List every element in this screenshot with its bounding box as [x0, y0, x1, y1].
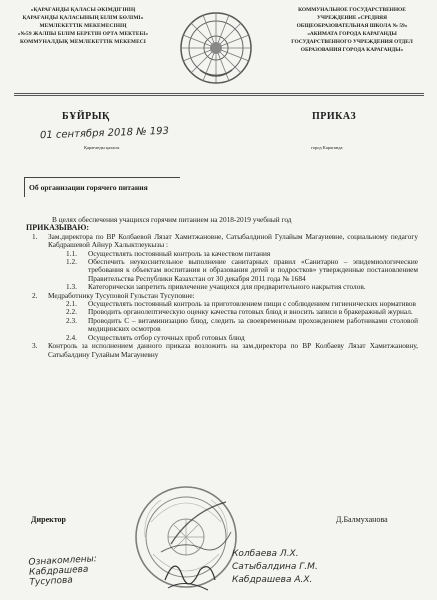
list-item [26, 317, 418, 334]
signature-scribble-icon [160, 550, 220, 595]
header-left-line: МЕМЛЕКЕТТІК МЕКЕМЕСІНІҢ [39, 23, 127, 29]
item-number: 2.3. [66, 315, 77, 325]
header-left-line: «№59 ЖАЛПЫ БІЛІМ БЕРЕТІН ОРТА МЕКТЕБІ» [17, 31, 149, 37]
state-emblem-icon [178, 10, 254, 86]
intro-text: В целях обеспечения учащихся горячим питанием на 2018-2019 учебный год [52, 215, 292, 224]
header-right-line: ОБРАЗОВАНИЯ ГОРОДА КАРАГАНДЫ» [300, 47, 404, 53]
header-right-line: ОБЩЕОБРАЗОВАТЕЛЬНАЯ ШКОЛА № 59» [296, 23, 408, 29]
header-left-line: ҚАРАҒАНДЫ ҚАЛАСЫНЫҢ БІЛІМ БӨЛІМІ» [22, 15, 144, 21]
order-word: ПРИКАЗЫВАЮ: [26, 223, 90, 233]
list-item [26, 233, 418, 250]
signature-line: Колбаева Л.Х. [232, 549, 299, 559]
item-text: Контроль за исполнением данного приказа возложить на зам.директора по ВР Колбаеву Лязат Хамитжановну, Сатыбалдину Гулайым Магауиевну [48, 341, 418, 359]
ack-line: Кабдрашева [28, 564, 89, 578]
handwritten-date: 01 сентября 2018 № 193 [39, 125, 170, 142]
header-left-line: «ҚАРАҒАНДЫ ҚАЛАСЫ ӘКІМДІГІНІҢ [30, 7, 136, 13]
title-kazakh: БҰЙРЫҚ [62, 111, 110, 122]
header-right [272, 6, 432, 54]
item-text: Осуществлять постоянный контроль за качеством питания [88, 248, 271, 258]
item-text: Осуществлять отбор суточных проб готовых блюд [88, 332, 245, 342]
signature-line: Сатыбалдина Г.М. [232, 562, 318, 572]
item-number: 2. [32, 290, 38, 300]
order-subject: Об организации горячего питания [24, 177, 180, 197]
header-left-line: КОММУНАЛДЫҚ МЕМЛЕКЕТТІК МЕКЕМЕСІ [20, 39, 146, 45]
director-label: Директор [31, 515, 66, 524]
item-number: 1.3. [66, 282, 77, 292]
ack-line: Ознакомлены: [28, 554, 98, 568]
item-number: 3. [32, 341, 38, 351]
item-text: Проводить С – витаминизацию блюд, следить за своевременным прохождением работниками столовой медицинских осмотров [88, 315, 418, 334]
header-right-line: КОММУНАЛЬНОЕ ГОСУДАРСТВЕННОЕ [298, 7, 406, 13]
item-number: 2.1. [66, 299, 77, 309]
handwritten-signatures [232, 548, 318, 587]
item-text: Проводить органолептическую оценку качества готовых блюд и вносить записи в бракеражный журнал. [88, 307, 413, 317]
item-number: 2.2. [66, 307, 77, 317]
item-number: 1.2. [66, 257, 77, 267]
title-russian: ПРИКАЗ [312, 111, 357, 122]
header-left [8, 6, 158, 46]
item-number: 1.1. [66, 248, 77, 258]
header-right-line: УЧРЕЖДЕНИЕ «СРЕДНЯЯ [317, 15, 387, 21]
item-text: Медработнику Тусуповой Гульстан Тусуповне: [48, 290, 195, 300]
item-text: Осуществлять постоянный контроль за приготовлением пищи с соблюдением гигиенических нормативов [88, 299, 417, 309]
item-text: Категорически запретить привлечение учащихся для предварительного накрытия столов. [88, 282, 366, 292]
item-text: Обеспечить неукоснительное выполнение санитарных правил «Санитарно – эпидемиологические требования к объектам воспитания и образования детей и подростков» утвержденные постановлением Правительства Республики Казахстан от 30 декабря 2011 года № 1684 [88, 257, 418, 283]
header-divider [14, 95, 424, 96]
handwritten-acknowledgement [28, 554, 98, 588]
director-name: Д.Балмуханова [336, 515, 388, 524]
list-item [26, 258, 418, 283]
header-divider [14, 93, 424, 94]
item-number: 1. [32, 231, 38, 241]
city-kazakh: Қарағанды қаласы [84, 145, 120, 150]
ack-line: Тусупова [29, 575, 74, 588]
item-number: 2.4. [66, 332, 77, 342]
order-body [26, 216, 418, 359]
header-right-line: «АКИМАТА ГОРОДА КАРАГАНДЫ [307, 31, 397, 37]
city-russian: город Караганда [311, 145, 343, 150]
list-item [26, 342, 418, 359]
item-text: Зам.директора по ВР Колбаевой Лязат Хамитжановне, Сатыбалдиной Гулайым Магауиевне, социальному педагогу Кабдрашевой Айнур Халыктлеукызы : [48, 231, 418, 250]
signature-line: Кабдрашева А.Х. [232, 575, 313, 585]
header-right-line: ГОСУДАРСТВЕННОГО УЧРЕЖДЕНИЯ ОТДЕЛ [291, 39, 413, 45]
